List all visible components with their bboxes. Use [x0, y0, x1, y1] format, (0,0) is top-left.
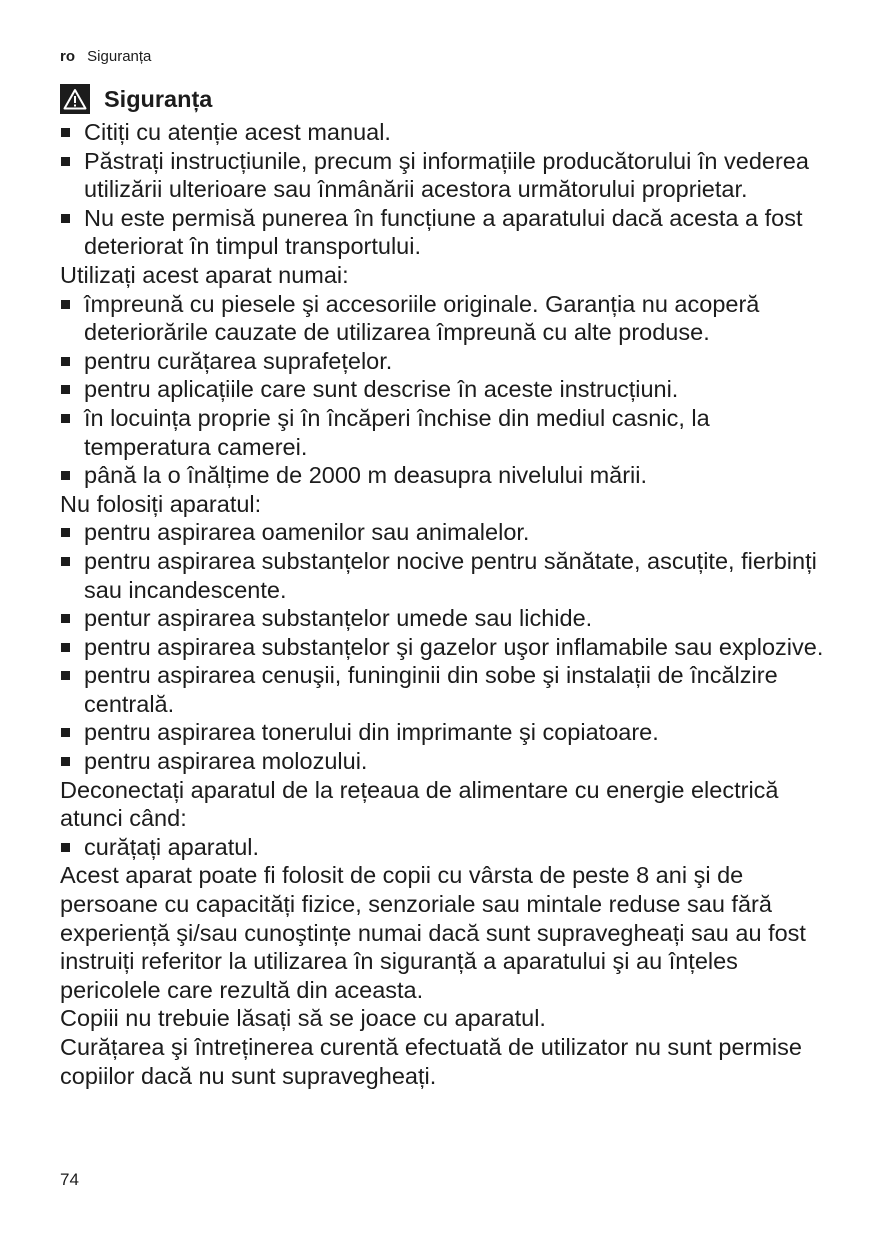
safety-section: [60, 80, 825, 1090]
disconnect-intro: Deconectați aparatul de la rețeaua de alimentare cu energie electrică atunci când:: [60, 776, 779, 832]
list-item: pentru aspirarea substanțelor nocive pentru sănătate, ascuțite, fierbinți sau incandescente.: [60, 547, 825, 604]
list-item: împreună cu piesele şi accesoriile originale. Garanția nu acoperă deteriorările cauzate de utilizarea împreună cu alte produse.: [60, 290, 825, 347]
language-code: ro: [60, 48, 75, 65]
warning-triangle-icon: [60, 84, 90, 114]
list-item: Nu este permisă punerea în funcțiune a aparatului dacă acesta a fost deteriorat în timpul transportului.: [60, 204, 825, 261]
list-item: pentru aspirarea oamenilor sau animalelor.: [60, 518, 825, 547]
list-item: pentru aspirarea molozului.: [60, 747, 825, 776]
children-paragraph: Acest aparat poate fi folosit de copii cu vârsta de peste 8 ani şi de persoane cu capacități fizice, senzoriale sau mintale reduse sau fără experiență şi/sau cunoştințe numai dacă sunt supravegheați sau au fost instruiți referitor la utilizarea în siguranță a aparatului şi au înțeles pericolele care rezultă din aceasta.: [60, 862, 806, 1003]
list-item: pentru aspirarea substanțelor şi gazelor uşor inflamabile sau explozive.: [60, 633, 825, 662]
general-safety-list: [60, 118, 825, 261]
header-section-name: Siguranța: [87, 48, 152, 65]
section-title: Siguranța: [104, 85, 213, 112]
list-item: curățați aparatul.: [60, 833, 825, 862]
use-intro: Utilizați acest aparat numai:: [60, 261, 349, 288]
section-heading: [60, 80, 825, 118]
list-item: pentur aspirarea substanțelor umede sau lichide.: [60, 604, 825, 633]
list-item: pentru aspirarea tonerului din imprimante şi copiatoare.: [60, 718, 825, 747]
dont-use-intro: Nu folosiți aparatul:: [60, 490, 262, 517]
list-item: în locuința proprie şi în încăperi închise din mediul casnic, la temperatura camerei.: [60, 404, 825, 461]
play-paragraph: Copiii nu trebuie lăsați să se joace cu aparatul.: [60, 1005, 546, 1032]
list-item: pentru curățarea suprafețelor.: [60, 347, 825, 376]
list-item: pentru aspirarea cenuşii, funinginii din sobe şi instalații de încălzire centrală.: [60, 661, 825, 718]
page-number: 74: [60, 1170, 79, 1189]
page-header: [60, 48, 151, 66]
permitted-use-list: [60, 290, 825, 490]
list-item: Păstrați instrucțiunile, precum şi informațiile producătorului în vederea utilizării ulterioare sau înmânării acestora următorului proprietar.: [60, 147, 825, 204]
disconnect-list: [60, 833, 825, 862]
list-item: până la o înălțime de 2000 m deasupra nivelului mării.: [60, 461, 825, 490]
list-item: pentru aplicațiile care sunt descrise în aceste instrucțiuni.: [60, 375, 825, 404]
list-item: Citiți cu atenție acest manual.: [60, 118, 825, 147]
cleaning-paragraph: Curățarea şi întreținerea curentă efectuată de utilizator nu sunt permise copiilor dacă nu sunt supravegheați.: [60, 1034, 802, 1089]
prohibited-use-list: [60, 518, 825, 775]
